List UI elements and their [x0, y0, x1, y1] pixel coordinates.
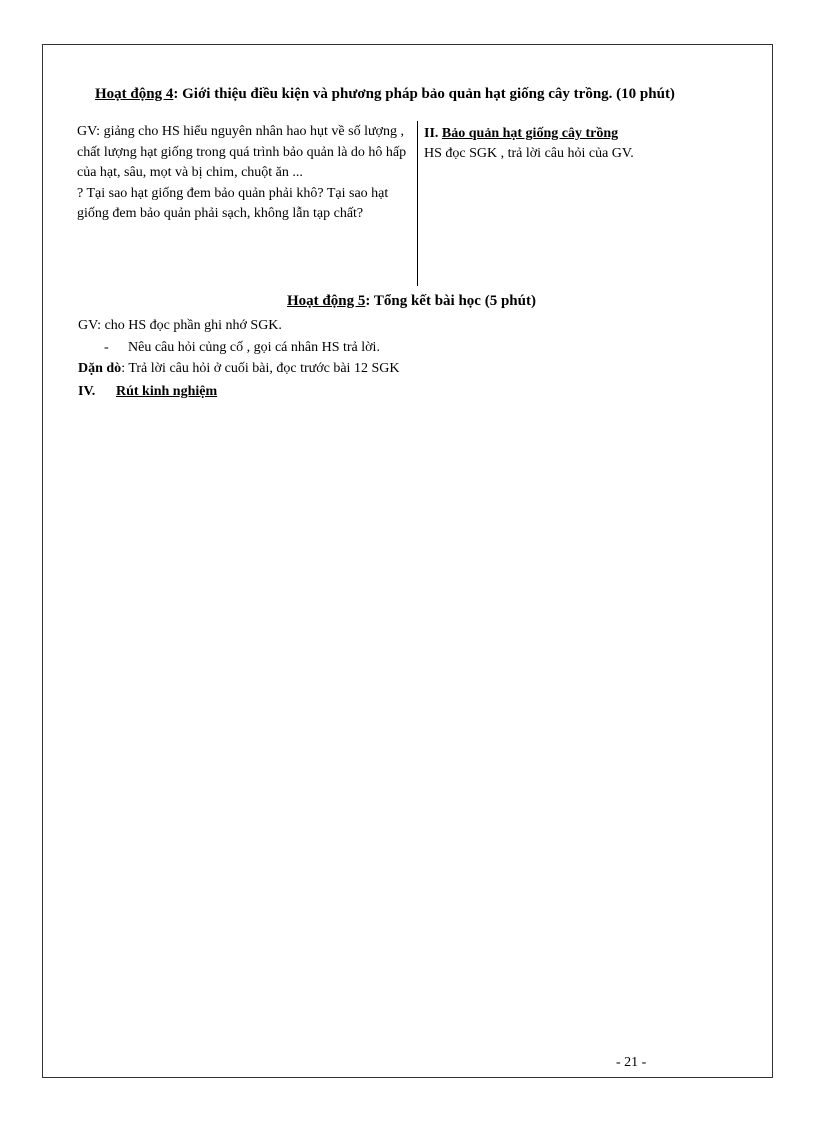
section-4-title: Rút kinh nghiệm — [116, 384, 218, 399]
student-activity-text: HS đọc SGK , trả lời câu hỏi của GV. — [424, 146, 634, 161]
activity-4-text: : Giới thiệu điều kiện và phương pháp bảo quản hạt giống cây trồng. (10 phút) — [173, 86, 675, 102]
section-2-heading — [424, 124, 764, 144]
summary-line-1: GV: cho HS đọc phần ghi nhớ SGK. — [78, 318, 282, 333]
section-4-number: IV. — [78, 384, 96, 399]
summary-bullet — [104, 340, 380, 356]
bullet-marker: - — [104, 340, 109, 355]
activity-5-text: : Tổng kết bài học (5 phút) — [365, 293, 536, 309]
activity-4-label: Hoạt động 4 — [95, 86, 174, 102]
activity-5-label: Hoạt động 5 — [287, 293, 366, 309]
homework-label: Dặn dò — [78, 361, 122, 376]
section-2-number: II. — [424, 126, 439, 141]
section-4-heading — [78, 384, 217, 400]
teacher-paragraph-2: ? Tại sao hạt giống đem bảo quản phải khô? Tại sao hạt giống đem bảo quản phải sạch, không lẫn tạp chất? — [77, 185, 389, 221]
page-number: - 21 - — [616, 1055, 647, 1070]
homework-text: : Trả lời câu hỏi ở cuối bài, đọc trước bài 12 SGK — [121, 361, 400, 376]
column-divider — [417, 121, 418, 286]
teacher-column — [77, 122, 413, 225]
homework-line — [78, 361, 399, 377]
activity-4-heading — [95, 86, 675, 103]
content-column — [424, 124, 764, 164]
summary-bullet-text: Nêu câu hỏi củng cố , gọi cá nhân HS trả lời. — [128, 340, 380, 355]
teacher-paragraph-1: GV: giảng cho HS hiểu nguyên nhân hao hụt về số lượng , chất lượng hạt giống trong quá trình bảo quản là do hô hấp của hạt, sâu, mọt và bị chim, chuột ăn ... — [77, 124, 407, 180]
activity-5-heading — [0, 293, 816, 310]
section-2-title: Bảo quản hạt giống cây trồng — [441, 126, 619, 141]
